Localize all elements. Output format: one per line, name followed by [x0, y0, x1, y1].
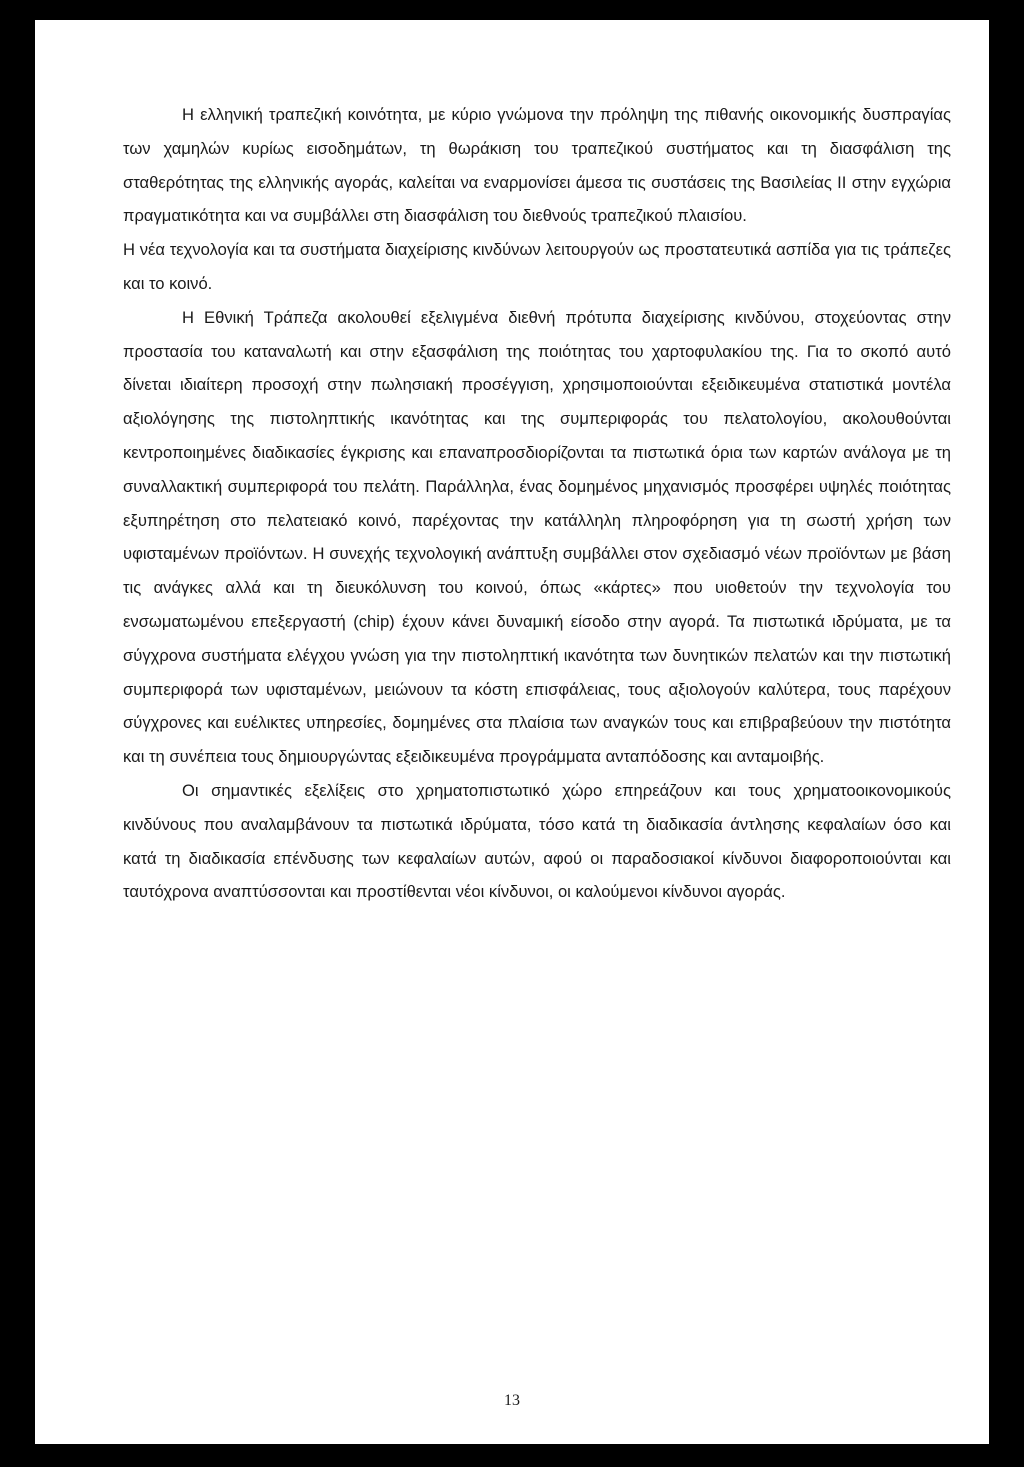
sentence: Παράλληλα, ένας δομημένος μηχανισμός προσφέρει υψηλές ποιότητας εξυπηρέτηση στο πελατειακό κοινό, παρέχοντας την κατάλληλη πληροφόρηση για τη σωστή χρήση των υφισταμένων προϊόντων.	[123, 476, 951, 564]
document-page	[35, 20, 989, 1444]
paragraph-1	[123, 98, 951, 233]
sentence: Η Εθνική Τράπεζα ακολουθεί εξελιγμένα διεθνή πρότυπα διαχείρισης κινδύνου, στοχεύοντας στην προστασία του καταναλωτή και στην εξασφάλιση της ποιότητας του χαρτοφυλακίου της.	[123, 307, 951, 361]
body-text	[123, 98, 951, 909]
sentence: Οι σημαντικές εξελίξεις στο χρηματοπιστωτικό χώρο επηρεάζουν και τους χρηματοοικονομικούς κινδύνους που αναλαμβάνουν τα πιστωτικά ιδρύματα, τόσο κατά τη διαδικασία άντλησης κεφαλαίων όσο και κατά τη διαδικασία επένδυσης των κεφαλαίων αυτών, αφού οι παραδοσιακοί κίνδυνοι διαφοροποιούνται και ταυτόχρονα αναπτύσσονται και προστίθενται νέοι κίνδυνοι, οι καλούμενοι κίνδυνοι αγοράς.	[123, 780, 951, 902]
sentence: Για το σκοπό αυτό δίνεται ιδιαίτερη προσοχή στην πωλησιακή προσέγγιση, χρησιμοποιούνται εξειδικευμένα στατιστικά μοντέλα αξιολόγησης της πιστοληπτικής ικανότητας και της συμπεριφοράς του πελατολογίου, ακολουθούνται κεντροποιημένες διαδικασίες έγκρισης και επαναπροσδιορίζονται τα πιστωτικά όρια των καρτών ανάλογα με τη συναλλακτική συμπεριφορά του πελάτη.	[123, 341, 951, 496]
sentence: Η ελληνική τραπεζική κοινότητα, με κύριο γνώμονα την πρόληψη της πιθανής οικονομικής δυσπραγίας των χαμηλών κυρίως εισοδημάτων, τη θωράκιση του τραπεζικού συστήματος και τη διασφάλιση της σταθερότητας της ελληνικής αγοράς, καλείται να εναρμονίσει άμεσα τις συστάσεις της Βασιλείας II στην εγχώρια πραγματικότητα και να συμβάλλει στη διασφάλιση του διεθνούς τραπεζικού πλαισίου.	[123, 105, 951, 226]
paragraph-2	[123, 301, 951, 774]
sentence: Τα πιστωτικά ιδρύματα, με τα σύγχρονα συστήματα ελέγχου γνώση για την πιστοληπτική ικανότητα των δυνητικών πελατών και την πιστωτική συμπεριφορά των υφισταμένων, μειώνουν τα κόστη επισφάλειας, τους αξιολογούν καλύτερα, τους παρέχουν σύγχρονες και ευέλικτες υπηρεσίες, δομημένες στα πλαίσια των αναγκών τους και επιβραβεύουν την πιστότητα και τη συνέπεια τους δημιουργώντας εξειδικευμένα προγράμματα ανταπόδοσης και ανταμοιβής.	[123, 611, 952, 767]
paragraph-1-continued	[123, 233, 951, 301]
sentence: Η συνεχής τεχνολογική ανάπτυξη συμβάλλει στον σχεδιασμό νέων προϊόντων με βάση τις ανάγκες αλλά και τη διευκόλυνση του κοινού, όπως «κάρτες» που υιοθετούν την τεχνολογία του ενσωματωμένου επεξεργαστή (chip) έχουν κάνει δυναμική είσοδο στην αγορά.	[123, 544, 951, 631]
sentence: Η νέα τεχνολογία και τα συστήματα διαχείρισης κινδύνων λειτουργούν ως προστατευτικά ασπίδα για τις τράπεζες και το κοινό.	[123, 240, 951, 293]
paragraph-3	[123, 774, 951, 909]
page-number: 13	[504, 1392, 520, 1409]
